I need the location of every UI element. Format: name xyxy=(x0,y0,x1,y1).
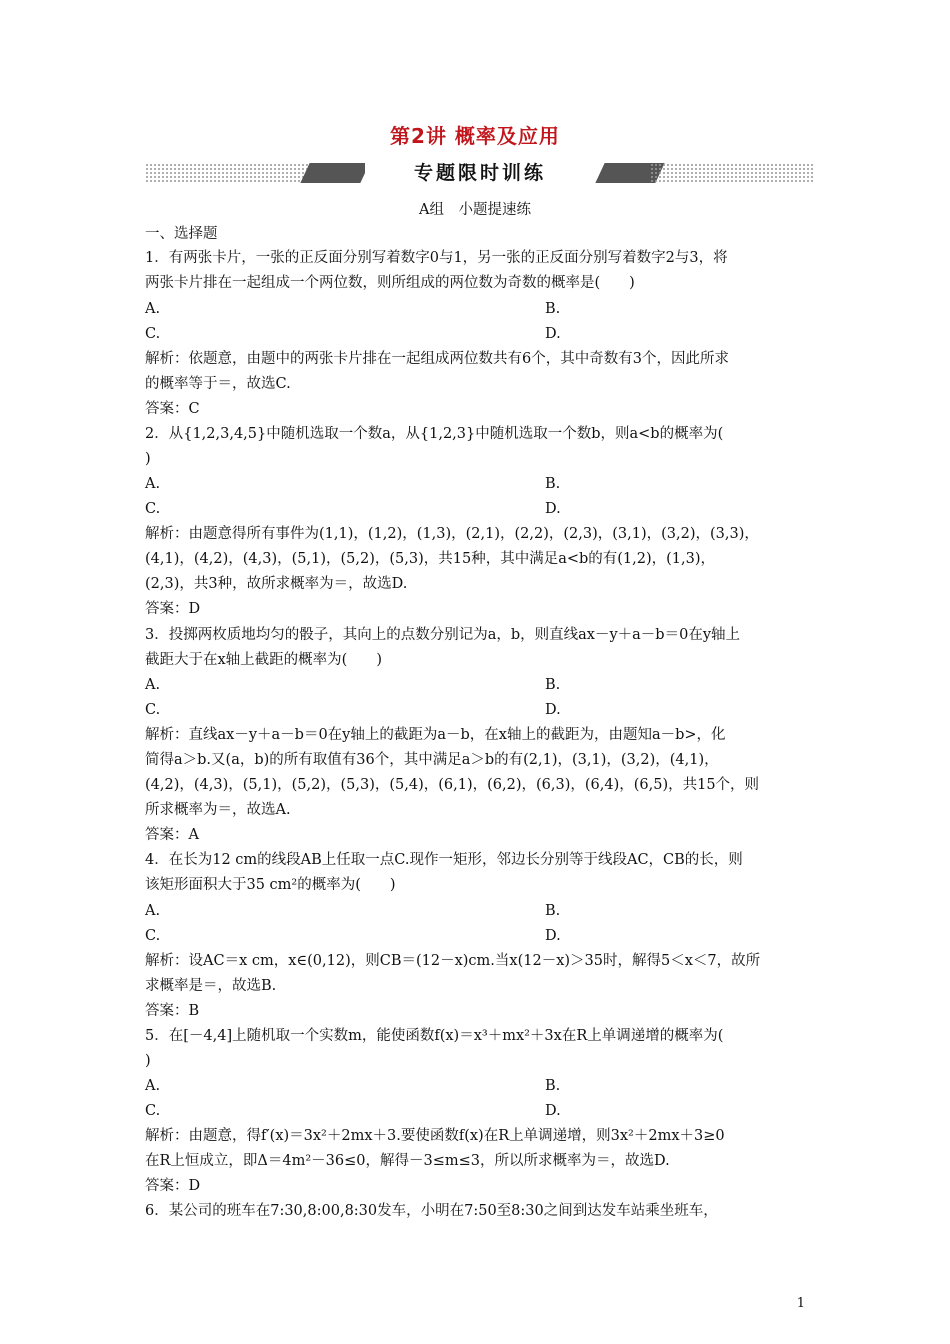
section-heading: 一、选择题 xyxy=(145,226,218,242)
q5-analysis-line-1: 解析：由题意，得f′(x)＝3x²＋2mx＋3.要使函数f(x)在R上单调递增，则3x²＋2mx＋3≥0 xyxy=(145,1128,725,1144)
question-4-line-1: 4．在长为12 cm的线段AB上任取一点C.现作一矩形，邻边长分别等于线段AC，CB的长，则 xyxy=(145,852,743,868)
section-banner xyxy=(145,160,815,186)
q3-option-b: B. xyxy=(545,677,561,693)
q4-option-c: C. xyxy=(145,928,161,944)
question-2-line-2: ) xyxy=(145,451,151,467)
q4-option-d: D. xyxy=(545,928,561,944)
q5-answer: 答案：D xyxy=(145,1178,201,1194)
question-1-line-2: 两张卡片排在一起组成一个两位数，则所组成的两位数为奇数的概率是( ) xyxy=(145,275,635,291)
banner-label: 专题限时训练 xyxy=(365,160,595,186)
q1-analysis-line-2: 的概率等于＝，故选C. xyxy=(145,376,291,392)
q2-option-b: B. xyxy=(545,476,561,492)
question-2-line-1: 2．从{1,2,3,4,5}中随机选取一个数a，从{1,2,3}中随机选取一个数b，则a<b的概率为( xyxy=(145,426,724,442)
q2-analysis-line-1: 解析：由题意得所有事件为(1,1)，(1,2)，(1,3)，(2,1)，(2,2)，(2,3)，(3,1)，(3,2)，(3,3)， xyxy=(145,526,759,542)
q4-option-b: B. xyxy=(545,903,561,919)
q1-option-d: D. xyxy=(545,326,561,342)
group-heading: A组 小题提速练 xyxy=(419,202,531,218)
page-title: 第2讲 概率及应用 xyxy=(390,124,560,148)
q4-analysis-line-1: 解析：设AC＝x cm，x∈(0,12)，则CB＝(12－x)cm.当x(12－x)＞35时，解得5＜x＜7，故所 xyxy=(145,953,761,969)
banner-dots-right xyxy=(650,163,815,183)
q5-option-a: A. xyxy=(145,1078,161,1094)
q3-analysis-line-4: 所求概率为＝，故选A. xyxy=(145,802,291,818)
q5-option-d: D. xyxy=(545,1103,561,1119)
q1-option-c: C. xyxy=(145,326,161,342)
q2-answer: 答案：D xyxy=(145,601,201,617)
q3-analysis-line-2: 简得a＞b.又(a，b)的所有取值有36个，其中满足a＞b的有(2,1)，(3,1)，(3,2)，(4,1)， xyxy=(145,752,719,768)
q3-option-d: D. xyxy=(545,702,561,718)
q3-option-a: A. xyxy=(145,677,161,693)
q5-analysis-line-2: 在R上恒成立，即Δ＝4m²－36≤0，解得－3≤m≤3，所以所求概率为＝，故选D. xyxy=(145,1153,670,1169)
q1-option-a: A. xyxy=(145,301,161,317)
q2-option-c: C. xyxy=(145,501,161,517)
q5-option-c: C. xyxy=(145,1103,161,1119)
q2-analysis-line-2: (4,1)，(4,2)，(4,3)，(5,1)，(5,2)，(5,3)，共15种，其中满足a<b的有(1,2)，(1,3)， xyxy=(145,551,716,567)
q2-analysis-line-3: (2,3)，共3种，故所求概率为＝，故选D. xyxy=(145,576,408,592)
question-3-line-1: 3．投掷两枚质地均匀的骰子，其向上的点数分别记为a，b，则直线ax－y＋a－b＝0在y轴上 xyxy=(145,627,741,643)
question-6-line-1: 6．某公司的班车在7:30,8:00,8:30发车，小明在7:50至8:30之间到达发车站乘坐班车， xyxy=(145,1203,718,1219)
q2-option-d: D. xyxy=(545,501,561,517)
q5-option-b: B. xyxy=(545,1078,561,1094)
q4-analysis-line-2: 求概率是＝，故选B. xyxy=(145,978,277,994)
question-5-line-2: ) xyxy=(145,1053,151,1069)
q3-analysis-line-3: (4,2)，(4,3)，(5,1)，(5,2)，(5,3)，(5,4)，(6,1)，(6,2)，(6,3)，(6,4)，(6,5)，共15个，则 xyxy=(145,777,760,793)
question-5-line-1: 5．在[－4,4]上随机取一个实数m，能使函数f(x)＝x³＋mx²＋3x在R上单调递增的概率为( xyxy=(145,1028,724,1044)
q1-answer: 答案：C xyxy=(145,401,200,417)
q1-analysis-line-1: 解析：依题意，由题中的两张卡片排在一起组成两位数共有6个，其中奇数有3个，因此所求 xyxy=(145,351,729,367)
question-3-line-2: 截距大于在x轴上截距的概率为( ) xyxy=(145,652,382,668)
q3-option-c: C. xyxy=(145,702,161,718)
banner-slant-left xyxy=(300,163,369,183)
page-number: 1 xyxy=(796,1296,805,1311)
question-1-line-1: 1．有两张卡片，一张的正反面分别写着数字0与1，另一张的正反面分别写着数字2与3，将 xyxy=(145,250,728,266)
q1-option-b: B. xyxy=(545,301,561,317)
q4-option-a: A. xyxy=(145,903,161,919)
q3-answer: 答案：A xyxy=(145,827,199,843)
q3-analysis-line-1: 解析：直线ax－y＋a－b＝0在y轴上的截距为a－b，在x轴上的截距为，由题知a－b>，化 xyxy=(145,727,726,743)
question-4-line-2: 该矩形面积大于35 cm²的概率为( ) xyxy=(145,877,396,893)
q2-option-a: A. xyxy=(145,476,161,492)
q4-answer: 答案：B xyxy=(145,1003,200,1019)
banner-dots-left xyxy=(145,163,315,183)
